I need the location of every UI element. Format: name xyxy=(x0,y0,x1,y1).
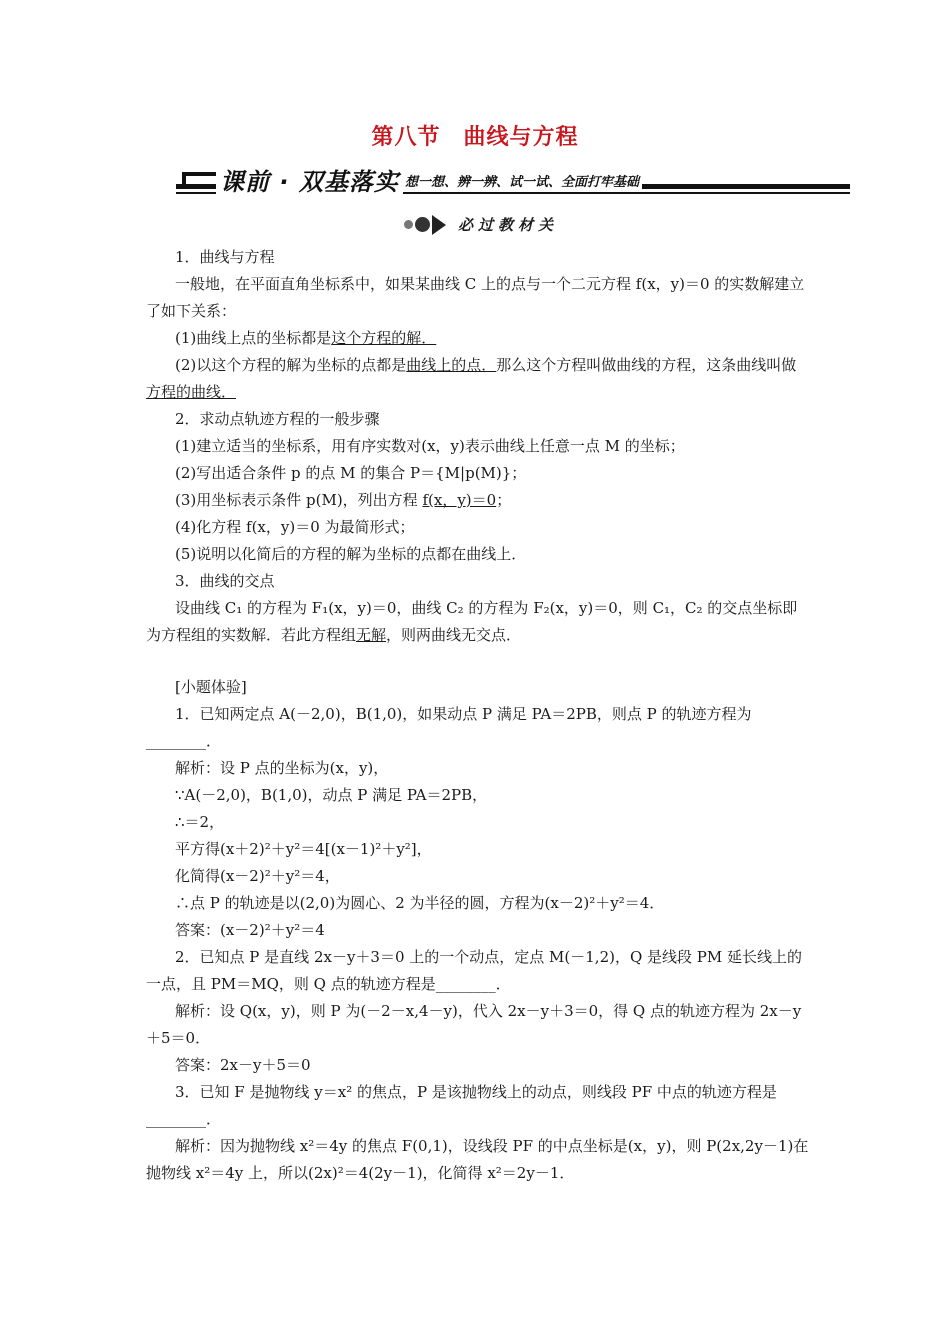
answer-2: 答案：2x－y＋5＝0 xyxy=(175,1056,311,1074)
list-item xyxy=(146,325,810,352)
banner-subtitle: 想一想、辨一辨、试一试、全面打牢基础 xyxy=(402,171,642,190)
analysis-line: ∴＝2， xyxy=(175,813,225,831)
underlined-answer: f(x，y)＝0 xyxy=(422,491,497,509)
arrow-right-icon xyxy=(432,215,446,235)
text: (1)曲线上点的坐标都是 xyxy=(175,329,332,347)
underlined-answer: 方程的曲线． xyxy=(146,383,237,401)
list-item: (5)说明以化简后的方程的解为坐标的点都在曲线上． xyxy=(175,545,527,563)
analysis-line: 平方得(x＋2)²＋y²＝4[(x－1)²＋y²]， xyxy=(175,840,432,858)
analysis-line: 解析：设 P 点的坐标为(x，y)， xyxy=(175,759,389,777)
document-body xyxy=(146,244,810,1187)
list-item: (2)写出适合条件 p 的点 M 的集合 P＝{M|p(M)}； xyxy=(175,464,527,482)
analysis-line: ∴点 P 的轨迹是以(2,0)为圆心、2 为半径的圆，方程为(x－2)²＋y²＝4． xyxy=(175,894,665,912)
text: ； xyxy=(496,491,512,509)
underlined-answer: 曲线上的点． xyxy=(406,356,497,374)
analysis-2: 解析：设 Q(x，y)，则 P 为(－2－x,4－y)，代入 2x－y＋3＝0，得 Q 点的轨迹方程为 2x－y＋5＝0． xyxy=(146,1002,802,1047)
list-item xyxy=(146,487,810,514)
bullet-dot-large-icon xyxy=(415,217,430,232)
paragraph-intro: 一般地，在平面直角坐标系中，如果某曲线 C 上的点与一个二元方程 f(x，y)＝0 的实数解建立了如下关系： xyxy=(146,275,805,320)
question-1: 1．已知两定点 A(－2,0)，B(1,0)，如果动点 P 满足 PA＝2PB，则点 P 的轨迹方程为________． xyxy=(146,705,752,750)
analysis-line: ∵A(－2,0)，B(1,0)，动点 P 满足 PA＝2PB， xyxy=(175,786,488,804)
text: (2)以这个方程的解为坐标的点都是 xyxy=(175,356,407,374)
text: (3)用坐标表示条件 p(M)，列出方程 xyxy=(175,491,423,509)
underlined-answer: 这个方程的解． xyxy=(331,329,437,347)
question-3: 3．已知 F 是抛物线 y＝x² 的焦点，P 是该抛物线上的动点，则线段 PF 中点的轨迹方程是________． xyxy=(146,1083,777,1128)
underlined-answer: 无解 xyxy=(356,626,387,644)
banner-title: 课前 · 双基落实 xyxy=(216,162,403,197)
text: 设曲线 C₁ 的方程为 F₁(x，y)＝0，曲线 C₂ 的方程为 F₂(x，y)＝0，则 C₁，C₂ 的交点坐标即为方程组的实数解．若此方程组 xyxy=(146,599,798,644)
heading-intersection: 3．曲线的交点 xyxy=(175,572,275,590)
spacer xyxy=(146,649,810,674)
page-title: 第八节 曲线与方程 xyxy=(371,124,579,150)
question-2: 2．已知点 P 是直线 2x－y＋3＝0 上的一个动点，定点 M(－1,2)，Q 是线段 PM 延长线上的一点，且 PM＝MQ，则 Q 点的轨迹方程是________． xyxy=(146,948,803,993)
paragraph-intersection xyxy=(146,595,810,649)
practice-heading: [小题体验] xyxy=(175,678,247,696)
list-item xyxy=(146,352,810,406)
analysis-3: 解析：因为抛物线 x²＝4y 的焦点 F(0,1)，设线段 PF 的中点坐标是(x，y)，则 P(2x,2y－1)在抛物线 x²＝4y 上，所以(2x)²＝4(2y－1)，化简得 x²＝2y－1． xyxy=(146,1137,809,1182)
analysis-line: 化简得(x－2)²＋y²＝4， xyxy=(175,867,340,885)
section-label: 必过教材关 xyxy=(458,216,559,234)
list-item: (1)建立适当的坐标系，用有序实数对(x，y)表示曲线上任意一点 M 的坐标； xyxy=(175,437,685,455)
text: 那么这个方程叫做曲线的方程，这条曲线叫做 xyxy=(496,356,797,374)
heading-curve-equation: 1．曲线与方程 xyxy=(175,248,275,266)
text: ，则两曲线无交点． xyxy=(386,626,522,644)
answer-1: 答案：(x－2)²＋y²＝4 xyxy=(175,921,325,939)
section-banner xyxy=(176,162,850,196)
list-item: (4)化方程 f(x，y)＝0 为最简形式； xyxy=(175,518,415,536)
banner-hook xyxy=(182,172,216,188)
bullet-dot-icon xyxy=(404,220,413,229)
heading-steps: 2．求动点轨迹方程的一般步骤 xyxy=(175,410,380,428)
